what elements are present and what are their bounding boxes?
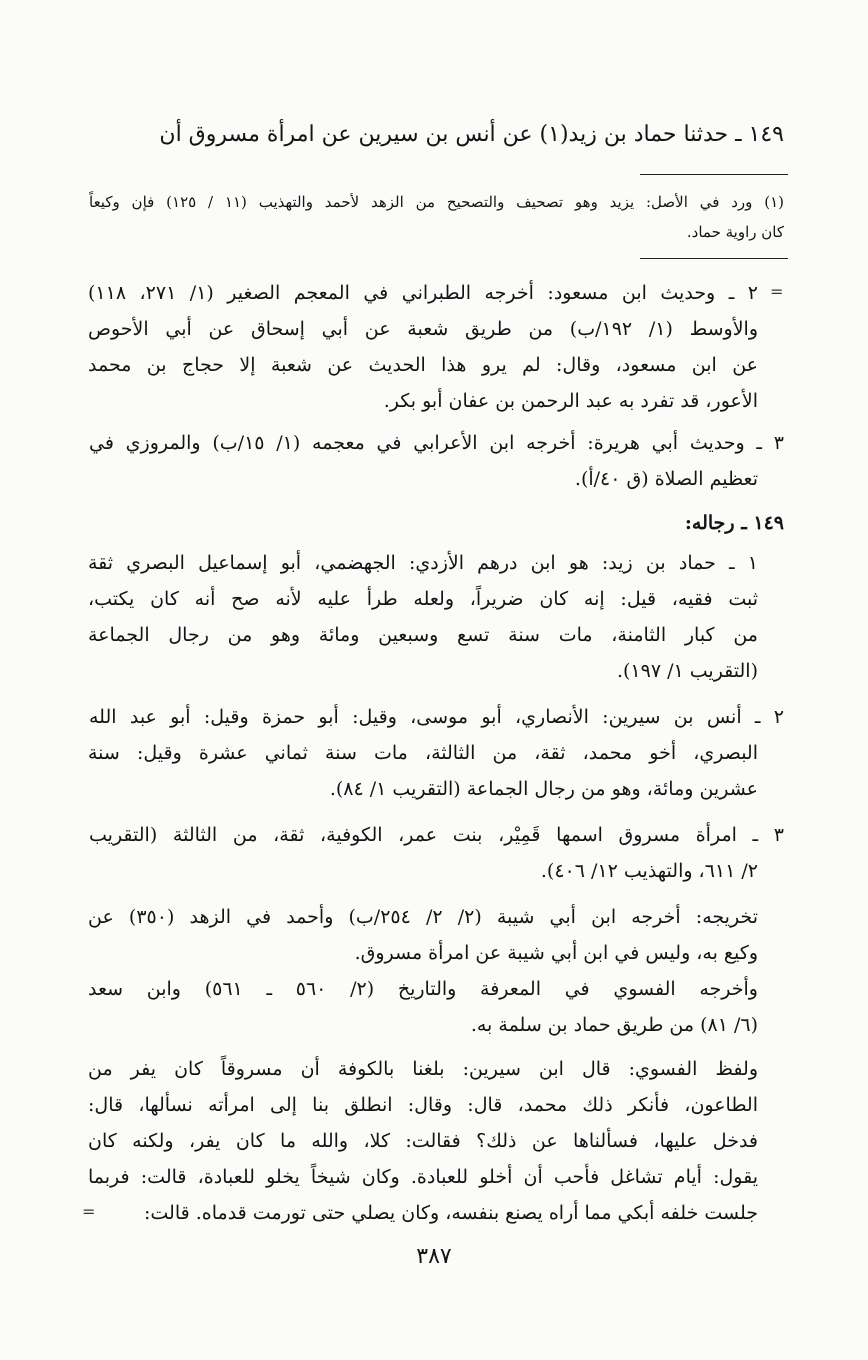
lafz-line-3: فدخل عليها، فسألناها عن ذلك؟ فقالت: كلا، والله ما كان يفر، ولكنه كان: [88, 1130, 758, 1152]
rijal3-line-2: ٢/ ٦١١، والتهذيب ١٢/ ٤٠٦).: [540, 860, 758, 882]
footnote-line-2: كان راوية حماد.: [686, 223, 784, 241]
lafz-line-4: يقول: أيام تشاغل فأحب أن أخلو للعبادة. وكان شيخاً يخلو للعبادة، قالت: فربما: [88, 1166, 758, 1188]
rijal2-line-2: البصري، أخو محمد، ثقة، من الثالثة، مات سنة ثماني عشرة وقيل: سنة: [88, 742, 758, 764]
item2-line-1: ٢ ـ وحديث ابن مسعود: أخرجه الطبراني في المعجم الصغير (١/ ٢٧١، ١١٨): [88, 282, 758, 304]
rijal1-line-3: من كبار الثامنة، مات سنة تسع وسبعين ومائة وهو من رجال الجماعة: [88, 624, 758, 646]
takhrij-line-1: تخريجه: أخرجه ابن أبي شيبة (٢/ ٢/ ٢٥٤/ب) وأحمد في الزهد (٣٥٠) عن: [88, 906, 758, 928]
takhrij-line-3: وأخرجه الفسوي في المعرفة والتاريخ (٢/ ٥٦٠ ـ ٥٦١) وابن سعد: [88, 978, 758, 1000]
item2-line-3: عن ابن مسعود، وقال: لم يرو هذا الحديث عن شعبة إلا حجاج بن محمد: [88, 354, 758, 376]
commentary-separator: [640, 258, 788, 259]
rijal-heading: ١٤٩ ـ رجاله:: [684, 512, 784, 534]
lafz-line-5: جلست خلفه أبكي مما أراه يصنع بنفسه، وكان يصلي حتى تورمت قدماه. قالت:: [143, 1202, 758, 1224]
continuation-mark-bottom: =: [82, 1202, 96, 1221]
takhrij-line-4: (٦/ ٨١) من طريق حماد بن سلمة به.: [470, 1014, 758, 1036]
footnote-line-1: (١) ورد في الأصل: يزيد وهو تصحيف والتصحيح من الزهد لأحمد والتهذيب (١١ / ١٢٥) فإن وكيعاً: [89, 193, 784, 211]
item3-line-2: تعظيم الصلاة (ق ٤٠/أ).: [574, 468, 758, 490]
rijal2-line-3: عشرين ومائة، وهو من رجال الجماعة (التقريب ١/ ٨٤).: [329, 778, 758, 800]
rijal2-line-1: ٢ ـ أنس بن سيرين: الأنصاري، أبو موسى، وقيل: أبو حمزة وقيل: أبو عبد الله: [89, 706, 784, 728]
item2-line-4: الأعور، قد تفرد به عبد الرحمن بن عفان أبو بكر.: [383, 390, 758, 412]
rijal3-line-1: ٣ ـ امرأة مسروق اسمها قَمِيْر، بنت عمر، الكوفية، ثقة، من الثالثة (التقريب: [89, 824, 784, 846]
rijal1-line-1: ١ ـ حماد بن زيد: هو ابن درهم الأزدي: الجهضمي، أبو إسماعيل البصري ثقة: [88, 552, 758, 574]
hadith-line-1: ١٤٩ ـ حدثنا حماد بن زيد(١) عن أنس بن سيرين عن امرأة مسروق أن: [159, 122, 784, 147]
rijal1-line-4: (التقريب ١/ ١٩٧).: [616, 660, 758, 682]
item3-line-1: ٣ ـ وحديث أبي هريرة: أخرجه ابن الأعرابي في معجمه (١/ ١٥/ب) والمروزي في: [89, 432, 784, 454]
continuation-mark: =: [770, 282, 784, 301]
item2-line-2: والأوسط (١/ ١٩٢/ب) من طريق شعبة عن أبي إسحاق عن أبي الأحوص: [88, 318, 758, 340]
page-number: ٣٨٧: [416, 1244, 452, 1269]
rijal1-line-2: ثبت فقيه، قيل: إنه كان ضريراً، ولعله طرأ عليه لأنه صح أنه كان يكتب،: [88, 588, 758, 610]
lafz-line-1: ولفظ الفسوي: قال ابن سيرين: بلغنا بالكوفة أن مسروقاً كان يفر من: [88, 1058, 758, 1080]
footnote-separator: [640, 174, 788, 175]
takhrij-line-2: وكيع به، وليس في ابن أبي شيبة عن امرأة مسروق.: [354, 942, 758, 964]
lafz-line-2: الطاعون، فأنكر ذلك محمد، قال: وقال: انطلق بنا إلى امرأته نسألها، قال:: [88, 1094, 758, 1116]
